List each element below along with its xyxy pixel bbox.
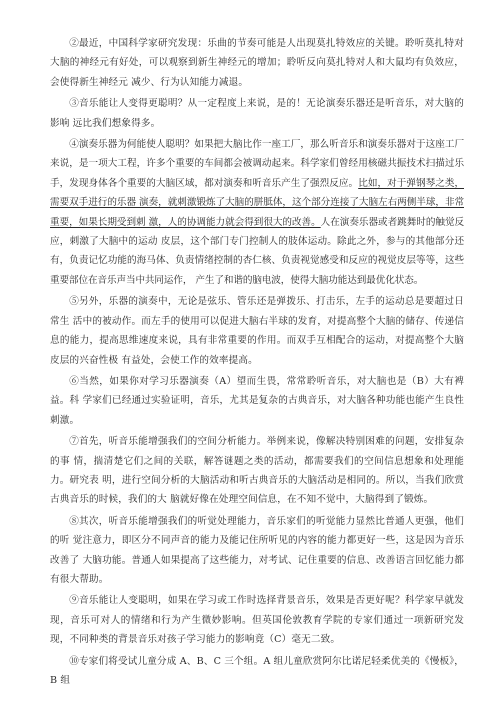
article-page [50, 34, 464, 690]
paragraph-4-rest: 人在演奏乐器或者跳舞时的触觉反应，刺激了大脑中的运动 皮层，这个部门专门控制人的肢体运动。除此之外，参与的其他部分还有，负责记忆功能的海马体、负责情绪控制的杏仁核、负责视觉感受和反应的视觉皮层等等，这些重要部位在音乐声当中共同运作， 产生了和谐的脑电波，使得大脑功能达到最优化状态。 [50, 216, 464, 286]
paragraph-6: ⑥当然，如果你对学习乐器演奏（A）望而生畏，常常聆听音乐，对大脑也是（B）大有裨益。科 学家们已经通过实验证明，音乐，尤其是复杂的古典音乐，对大脑各种功能也能产生良性刺激。 [50, 375, 464, 426]
paragraph-5: ⑤另外，乐器的演奏中，无论是弦乐、管乐还是弹拨乐、打击乐，左手的运动总是要超过日常生 活中的被动作。而左手的使用可以促进大脑右半球的发育，对提高整个大脑的储存、传递信息的能力，提高思维速度来说，具有非常重要的作用。而双手互相配合的运动，对提高整个大脑皮层的兴奋性极 有益处，会使工作的效率提高。 [50, 296, 464, 366]
paragraph-4 [50, 135, 464, 290]
paragraph-7: ⑦首先，听音乐能增强我们的空间分析能力。举例来说，像解决特别困难的问题，安排复杂的事 情，揣清楚它们之间的关联，解答谜题之类的活动，都需要我们的空间信息想象和处理能力。研究表 明，进行空间分析的大脑活动和听古典音乐的大脑活动是相同的。所以，当我们欣赏古典音乐的时候，我们的大 脑就好像在处理空间信息，在不知不觉中，大脑得到了锻炼。 [50, 436, 464, 506]
paragraph-3: ③音乐能让人变得更聪明？从一定程度上来说，是的！无论演奏乐器还是听音乐，对大脑的影响 远比我们想象得多。 [50, 98, 464, 129]
paragraph-4-intro: ④演奏乐器为何能使人聪明？如果把大脑比作一座工厂，那么听音乐和演奏乐器对于这座工厂来说，是一项大工程，许多个重要的车间都会被调动起来。科学家们曾经用核磁共振技术扫描过乐手，发现身体各个重要的大脑区域，都对演奏和听音乐产生了强烈反应。 [50, 139, 464, 189]
paragraph-2: ②最近，中国科学家研究发现：乐曲的节奏可能是人出现莫扎特效应的关键。聆听莫扎特对大脑的神经元有好处，可以观察到新生神经元的增加；聆听反向莫扎特对人和大鼠均有负效应，会使得新生神经元 减少、行为认知能力减退。 [50, 38, 464, 88]
paragraph-10: ⑩专家们将受试儿童分成 A、B、C 三个组。A 组儿童欣赏阿尔比诺尼轻柔优美的《慢板》，B 组 [50, 655, 464, 686]
paragraph-4-underlined: 比如，对于弹钢琴之类，需要双手进行的乐器 演奏，就刺激锻炼了大脑的胼胝体，这个部分连接了大脑左右两侧半球，非常重要，如果长期受到刺 激，人的协调能力就会得到很大的改善。 [50, 177, 464, 228]
paragraph-8: ⑧其次，听音乐能增强我们的听觉处理能力，音乐家们的听觉能力显然比普通人更强，他们的听 觉注意力，即区分不同声音的能力及能记住所听见的内容的能力都更好一些，这是因为音乐改善了 大脑功能。普通人如果提高了这些能力，对考试、记住重要的信息、改善语言回忆能力都有很大帮助。 [50, 515, 464, 585]
paragraph-9: ⑨音乐能让人变聪明，如果在学习或工作时选择背景音乐，效果是否更好呢？科学家早就发现，音乐可对人的情绪和行为产生微妙影响。但英国伦敦教育学院的专家们通过一项新研究发现，不同种类的背景音乐对孩子学习能力的影响竟（C）毫无二致。 [50, 595, 464, 646]
